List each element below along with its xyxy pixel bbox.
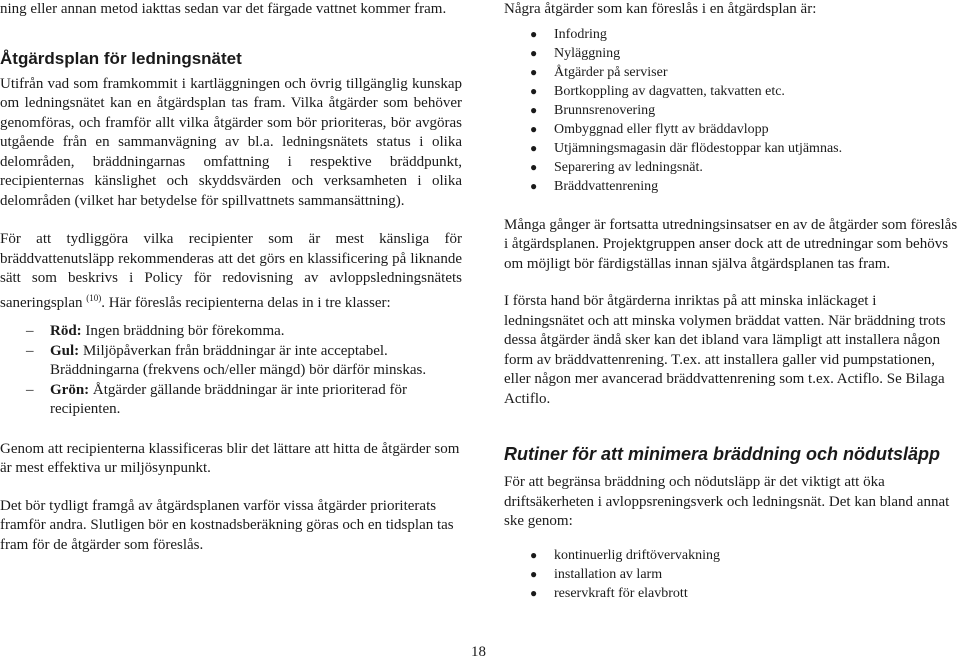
measure-text: Bräddvattenrening	[554, 178, 659, 194]
measure-item	[504, 120, 960, 139]
bullet-icon: ●	[530, 26, 538, 41]
routine-text: installation av larm	[554, 566, 663, 582]
bullet-icon: ●	[530, 102, 538, 117]
reference-number: (10)	[86, 292, 102, 303]
measure-item	[504, 25, 960, 44]
measure-text: Bortkoppling av dagvatten, takvatten etc.	[554, 83, 785, 99]
measure-text: Brunnsrenovering	[554, 102, 656, 118]
measure-text: Infodring	[554, 26, 607, 42]
class-green	[0, 381, 462, 420]
bullet-icon: ●	[530, 585, 538, 600]
left-column	[0, 0, 462, 555]
measure-item	[504, 44, 960, 63]
class-label: Röd:	[50, 323, 82, 339]
measures-list	[504, 25, 960, 196]
bullet-icon: ●	[530, 140, 538, 155]
class-label: Grön:	[50, 381, 90, 398]
section-heading-atgardsplan: Åtgärdsplan för ledningsnätet	[0, 48, 242, 68]
measure-item	[504, 101, 960, 120]
paragraph-klassificering-end: . Här föreslås recipienterna delas in i tre klasser:	[101, 294, 391, 311]
measure-text: Åtgärder på serviser	[554, 64, 668, 80]
class-text: Ingen bräddning bör förekomma.	[85, 323, 285, 339]
measure-text: Ombyggnad eller flytt av bräddavlopp	[554, 121, 769, 137]
dash-icon: –	[26, 342, 34, 359]
measure-text: Separering av ledningsnät.	[554, 159, 703, 175]
measures-intro: Några åtgärder som kan föreslås i en åtgärdsplan är:	[504, 1, 817, 17]
paragraph-atgardsplan: Utifrån vad som framkommit i kartläggningen och övrig tillgänglig kunskap om ledningsnätet kan en åtgärdsplan tas fram. Vilka åtgärder som behöver genomföras, och framför allt vilka åtgärder som bör prioriteras, bör avgöras utgående från en sammanvägning av bl.a. ledningsnätets status i olika delområden, bräddningarnas omfattning i respektive bräddpunkt, recipienternas känslighet och skyddsvärden och verksamheten i olika delområden (vilket har betydelse för spillvattnets sammansättning).	[0, 75, 462, 209]
routine-text: reservkraft för elavbrott	[554, 585, 688, 601]
paragraph-klassificering-main: För att tydliggöra vilka recipienter som är mest känsliga för bräddvattenutsläpp rekommenderas att det görs en klassificering på liknande sätt som beskrivs i Policy för redovisning av avloppsledningsnätets saneringsplan	[0, 231, 462, 311]
right-column	[504, 0, 960, 603]
dash-icon: –	[26, 381, 34, 398]
measure-item	[504, 82, 960, 101]
dash-icon: –	[26, 323, 34, 339]
paragraph-klassificering	[0, 230, 462, 313]
routines-list	[504, 546, 960, 603]
measure-text: Nyläggning	[554, 45, 621, 61]
measure-item	[504, 158, 960, 177]
bullet-icon: ●	[530, 178, 538, 193]
measure-item	[504, 139, 960, 158]
routine-item	[504, 546, 960, 565]
class-text: Miljöpåverkan från bräddningar är inte acceptabel. Bräddningarna (frekvens och/eller mängd) bör därför minskas.	[50, 342, 427, 378]
bullet-icon: ●	[530, 83, 538, 98]
intro-text: ning eller annan metod iakttas sedan var det färgade vattnet kommer fram.	[0, 1, 447, 17]
class-text: Åtgärder gällande bräddningar är inte prioriterad för recipienten.	[50, 381, 407, 417]
bullet-icon: ●	[530, 566, 538, 581]
paragraph-recipienter: Genom att recipienterna klassificeras blir det lättare att hitta de åtgärder som är mest effektiva ur miljösynpunkt.	[0, 440, 460, 476]
bullet-icon: ●	[530, 121, 538, 136]
page-number: 18	[471, 644, 486, 660]
routine-item	[504, 565, 960, 584]
class-label: Gul:	[50, 342, 80, 359]
measure-text: Utjämningsmagasin där flödestoppar kan utjämnas.	[554, 140, 843, 156]
section-heading-rutiner: Rutiner för att minimera bräddning och nödutsläpp	[504, 444, 941, 464]
measure-item	[504, 63, 960, 82]
recipient-class-list	[0, 322, 462, 420]
paragraph-utredning: Många gånger är fortsatta utredningsinsatser en av de åtgärder som föreslås i åtgärdsplanen. Projektgruppen anser dock att de utredningar som behövs om möjligt bör färdigställas innan själva åtgärdsplanen tas fram.	[504, 216, 958, 272]
paragraph-driftsakerhet: För att begränsa bräddning och nödutsläpp är det viktigt att öka driftsäkerheten i avloppsreningsverk och ledningsnät. Det kan bland annat ske genom:	[504, 474, 950, 529]
class-yellow	[0, 342, 462, 381]
bullet-icon: ●	[530, 45, 538, 60]
measure-item	[504, 177, 960, 196]
bullet-icon: ●	[530, 159, 538, 174]
bullet-icon: ●	[530, 547, 538, 562]
bullet-icon: ●	[530, 64, 538, 79]
class-red	[0, 322, 462, 342]
paragraph-inlackage: I första hand bör åtgärderna inriktas på att minska inläckaget i ledningsnätet och att minska volymen bräddat vatten. När bräddning trots dessa åtgärder ändå sker kan det ibland vara lämpligt att installera någon form av bräddvattenrening. T.ex. att installera galler vid pumpstationen, eller någon mer avancerad bräddvattenrening som t.ex. Actiflo. Se Bilaga Actiflo.	[504, 293, 946, 407]
routine-text: kontinuerlig driftövervakning	[554, 547, 721, 563]
routine-item	[504, 584, 960, 603]
paragraph-prioritering: Det bör tydligt framgå av åtgärdsplanen varför vissa åtgärder prioriterats framför andra. Slutligen bör en kostnadsberäkning göras och en tidsplan tas fram för de åtgärder som föreslås.	[0, 497, 454, 553]
